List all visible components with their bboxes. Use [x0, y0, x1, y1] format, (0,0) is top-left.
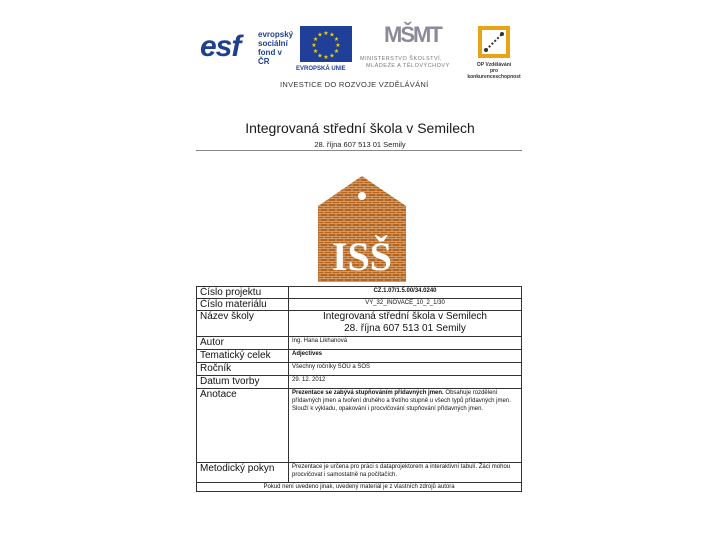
table-row	[197, 363, 522, 376]
svg-text:★: ★	[329, 52, 335, 60]
row-value: VY_32_INOVACE_10_2_1/30	[289, 299, 522, 311]
row-label: Autor	[197, 337, 289, 350]
iss-school-logo	[316, 174, 408, 284]
esf-text	[258, 30, 294, 66]
row-value: Všechny ročníky SOU a SOŠ	[289, 363, 522, 376]
esf-text-line: evropský	[258, 30, 294, 39]
row-value: 29. 12. 2012	[289, 376, 522, 389]
annotation-text: Obsahuje rozdělení přídavných jmen a tvoření druhého a třetího stupně u všech typů přídavných jmen. Slouží k výkladu, opakování i procvičování stupňování přídavných jmen.	[292, 390, 511, 412]
msmt-mark: MŠMT	[384, 22, 441, 47]
investice-slogan: INVESTICE DO ROZVOJE VZDĚLÁVÁNÍ	[280, 80, 429, 89]
row-label: Metodický pokyn	[197, 463, 289, 483]
row-label: Název školy	[197, 311, 289, 337]
svg-text:★: ★	[311, 42, 317, 49]
row-value: CZ.1.07/1.5.00/34.0240	[289, 287, 522, 299]
op-arrow-icon	[464, 24, 524, 60]
op-text-line: pro konkurenceschopnost	[467, 68, 521, 80]
svg-text:★: ★	[323, 30, 329, 37]
table-row	[197, 299, 522, 311]
logo-strip	[196, 20, 524, 92]
msmt-logo	[360, 22, 456, 76]
esf-mark: esf	[200, 30, 241, 63]
svg-text:★: ★	[323, 54, 329, 61]
project-info-table	[196, 286, 522, 492]
row-label: Ročník	[197, 363, 289, 376]
row-value: Ing. Hana Likhanová	[289, 337, 522, 350]
svg-text:★: ★	[312, 48, 319, 55]
school-address: 28. října 607 513 01 Semily	[314, 140, 406, 149]
eu-flag-icon	[300, 26, 352, 62]
op-logo	[464, 24, 524, 80]
esf-text-line: fond v ČR	[258, 48, 282, 66]
op-text-line: OP Vzdělávání	[476, 62, 512, 68]
svg-text:★: ★	[329, 31, 335, 39]
table-row	[197, 389, 522, 463]
table-row	[197, 350, 522, 363]
esf-text-line: sociální	[258, 39, 288, 48]
table-row	[197, 287, 522, 299]
svg-text:★: ★	[333, 36, 340, 43]
school-name-value: Integrovaná střední škola v Semilech	[323, 311, 487, 322]
annotation-lead: Prezentace se zabývá stupňováním přídavných jmen.	[292, 390, 444, 396]
header-divider	[196, 150, 522, 151]
row-label: Číslo materiálu	[197, 299, 289, 311]
svg-text:★: ★	[335, 42, 341, 49]
footer-note: Pokud není uvedeno jinak, uvedený materiál je z vlastních zdrojů autora	[197, 483, 522, 492]
msmt-line: MINISTERSTVO ŠKOLSTVÍ,	[360, 56, 443, 62]
table-row	[197, 311, 522, 337]
row-label: Tematický celek	[197, 350, 289, 363]
row-value: Adjectives	[289, 350, 522, 363]
svg-text:★: ★	[333, 48, 340, 55]
row-value	[289, 311, 522, 337]
eu-label: EVROPSKÁ UNIE	[296, 66, 346, 72]
svg-text:★: ★	[317, 31, 323, 39]
iss-logo-text: ISŠ	[331, 234, 393, 279]
row-label: Číslo projektu	[197, 287, 289, 299]
table-row	[197, 483, 522, 492]
msmt-line: MLÁDEŽE A TĚLOVÝCHOVY	[366, 63, 450, 69]
svg-text:★: ★	[317, 52, 323, 60]
row-value	[289, 389, 522, 463]
school-title: Integrovaná střední škola v Semilech	[245, 120, 475, 136]
table-row	[197, 463, 522, 483]
school-address-value: 28. října 607 513 01 Semily	[344, 323, 466, 334]
row-label: Datum tvorby	[197, 376, 289, 389]
row-value: Prezentace je určena pro práci s dataprojektorem a interaktivní tabulí. Žáci mohou procvičovat i samostatně na počítačích.	[289, 463, 522, 483]
table-row	[197, 337, 522, 350]
svg-text:★: ★	[312, 36, 319, 43]
row-label: Anotace	[197, 389, 289, 463]
op-text	[464, 62, 524, 80]
esf-logo	[200, 24, 294, 78]
table-row	[197, 376, 522, 389]
